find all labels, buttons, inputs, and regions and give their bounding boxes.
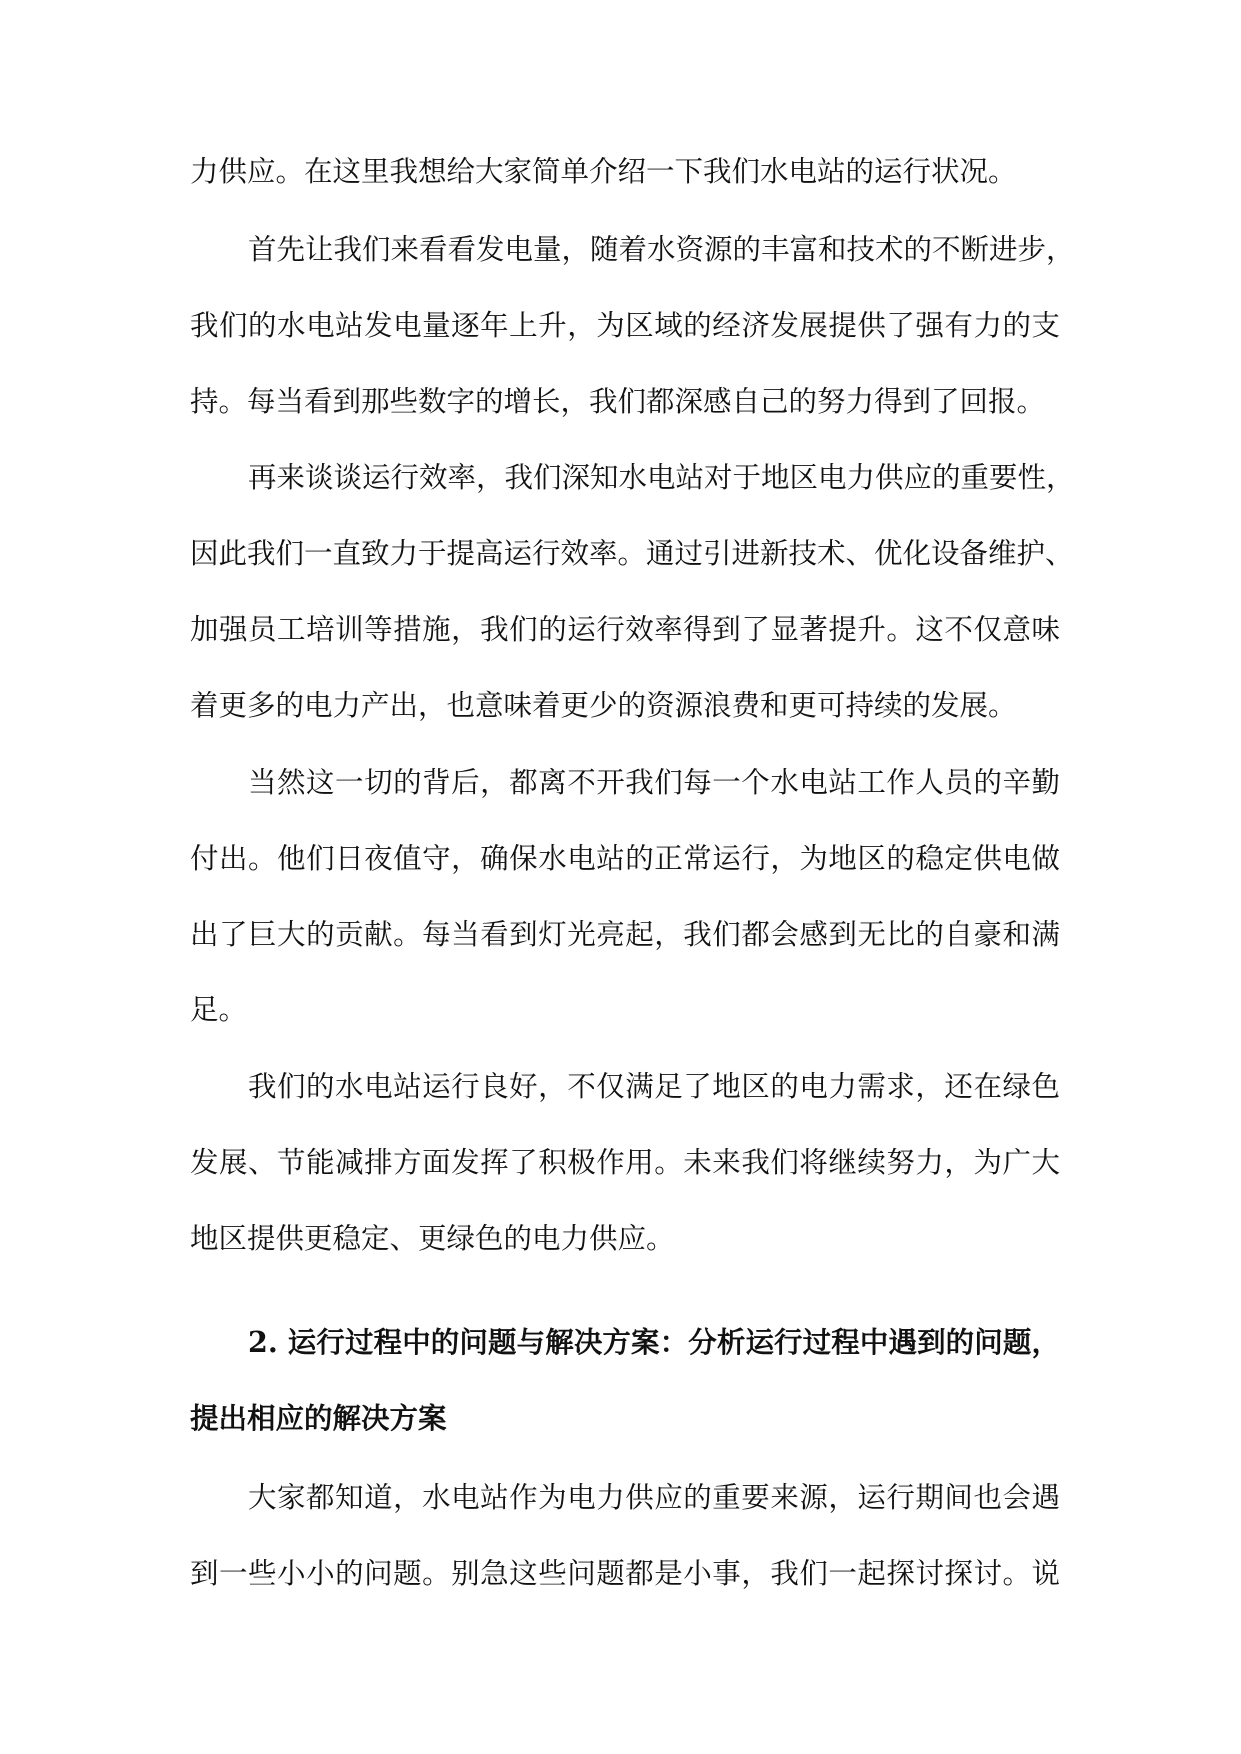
paragraph-line: 我们的水电站运行良好，不仅满足了地区的电力需求，还在绿色 xyxy=(248,1070,1060,1103)
section-heading: 2. 运行过程中的问题与解决方案：分析运行过程中遇到的问题， xyxy=(248,1325,1060,1359)
paragraph-line: 大家都知道，水电站作为电力供应的重要来源，运行期间也会遇 xyxy=(248,1481,1060,1514)
paragraph-line: 当然这一切的背后，都离不开我们每一个水电站工作人员的辛勤 xyxy=(248,766,1060,799)
paragraph-line: 持。每当看到那些数字的增长，我们都深感自己的努力得到了回报。 xyxy=(190,385,1046,418)
paragraph-line: 力供应。在这里我想给大家简单介绍一下我们水电站的运行状况。 xyxy=(190,155,1017,188)
section-heading: 提出相应的解决方案 xyxy=(190,1401,447,1435)
paragraph-line: 地区提供更稳定、更绿色的电力供应。 xyxy=(190,1222,675,1255)
paragraph-line: 付出。他们日夜值守，确保水电站的正常运行，为地区的稳定供电做 xyxy=(190,842,1060,875)
paragraph-line: 再来谈谈运行效率，我们深知水电站对于地区电力供应的重要性， xyxy=(248,461,1075,494)
paragraph-line: 加强员工培训等措施，我们的运行效率得到了显著提升。这不仅意味 xyxy=(190,613,1060,646)
paragraph-line: 足。 xyxy=(190,993,248,1026)
paragraph-line: 着更多的电力产出，也意味着更少的资源浪费和更可持续的发展。 xyxy=(190,689,1017,722)
paragraph-line: 发展、节能减排方面发挥了积极作用。未来我们将继续努力，为广大 xyxy=(190,1146,1060,1179)
paragraph-line: 出了巨大的贡献。每当看到灯光亮起，我们都会感到无比的自豪和满 xyxy=(190,918,1060,951)
paragraph-line: 首先让我们来看看发电量，随着水资源的丰富和技术的不断进步， xyxy=(248,233,1075,266)
paragraph-line: 我们的水电站发电量逐年上升，为区域的经济发展提供了强有力的支 xyxy=(190,309,1060,342)
paragraph-line: 到一些小小的问题。别急这些问题都是小事，我们一起探讨探讨。说 xyxy=(190,1557,1060,1590)
paragraph-line: 因此我们一直致力于提高运行效率。通过引进新技术、优化设备维护、 xyxy=(190,537,1074,570)
